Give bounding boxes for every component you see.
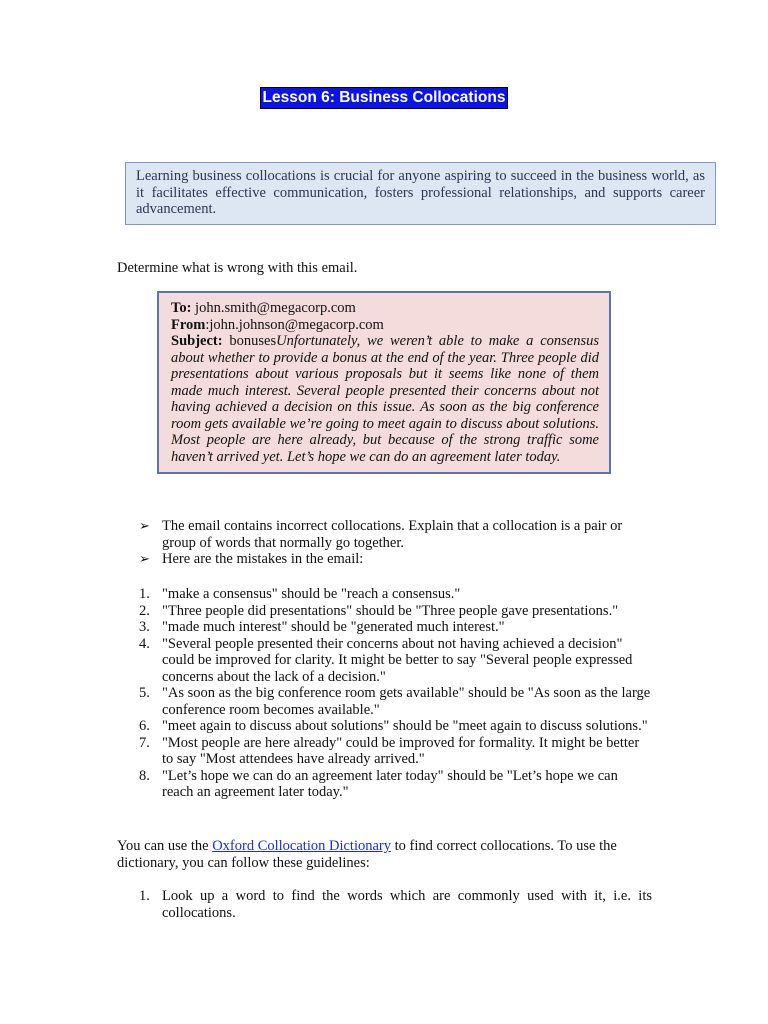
item-number: 5. [139, 685, 150, 701]
arrow-bullet-icon: ➢ [139, 551, 150, 566]
email-to-label: To: [171, 300, 192, 316]
list-item [117, 735, 652, 768]
page-title: Lesson 6: Business Collocations [260, 87, 509, 109]
email-subject-label: Subject: [171, 333, 223, 349]
intro-text: Learning business collocations is crucial for anyone aspiring to succeed in the business world, as it facilitates effective communication, fosters professional relationships, and supports career advancement. [136, 168, 705, 217]
oxford-dictionary-link[interactable]: Oxford Collocation Dictionary [212, 838, 391, 854]
dictionary-text-after: to find correct collocations. To use the dictionary, you can follow these guidelines: [117, 838, 617, 871]
mistakes-list [117, 586, 652, 801]
list-item [117, 685, 652, 718]
list-item [117, 888, 652, 921]
list-item [117, 768, 652, 801]
list-item [117, 619, 652, 636]
item-text: "As soon as the big conference room gets available" should be "As soon as the large conference room becomes available." [162, 685, 651, 718]
arrow-bullet-icon: ➢ [139, 518, 150, 533]
bullet-text: Here are the mistakes in the email: [162, 551, 364, 567]
title-wrapper [0, 87, 768, 109]
item-number: 1. [139, 586, 150, 602]
item-number: 7. [139, 734, 150, 751]
list-item [117, 586, 652, 603]
item-text: "Most people are here already" could be improved for formality. It might be better to say "Most attendees have already arrived." [162, 734, 640, 767]
item-number: 3. [139, 619, 150, 635]
email-subject-and-body [171, 333, 599, 465]
item-number: 1. [139, 888, 150, 904]
item-number: 8. [139, 767, 150, 784]
list-item [117, 718, 652, 735]
email-prompt: Determine what is wrong with this email. [117, 260, 358, 276]
email-from-value: :john.johnson@megacorp.com [205, 316, 384, 333]
dictionary-paragraph [117, 838, 637, 871]
item-number: 6. [139, 718, 150, 734]
email-subject-value: bonuses [222, 333, 277, 349]
item-text: "Three people did presentations" should be "Three people gave presentations." [162, 602, 619, 619]
item-number: 4. [139, 635, 150, 652]
bullet-text: The email contains incorrect collocations. Explain that a collocation is a pair or group of words that normally go together. [162, 518, 623, 551]
list-item [117, 551, 637, 568]
intro-box [125, 162, 716, 225]
guidelines-list [117, 888, 652, 921]
email-body-text: Unfortunately, we weren’t able to make a consensus about whether to provide a bonus at the end of the year. Three people did presentations about various proposals but it seems like none of them made much interest. Several people presented their concerns about not having achieved a decision on this issue. As soon as the big conference room gets available we’re going to meet again to discuss about solutions. Most people are here already, but because of the strong traffic some haven’t arrived yet. Let’s hope we can do an agreement later today. [171, 333, 599, 465]
list-item [117, 603, 652, 620]
email-to-line [171, 300, 599, 317]
list-item [117, 518, 637, 551]
email-from-label: From [171, 316, 206, 333]
dictionary-text-before: You can use the [117, 838, 213, 854]
item-text: Look up a word to find the words which are commonly used with it, i.e. its collocations. [162, 888, 652, 921]
item-text: "Several people presented their concerns about not having achieved a decision" could be improved for clarity. It might be better to say "Several people expressed concerns about the lack of a decision." [162, 635, 633, 685]
item-text: "make a consensus" should be "reach a consensus." [162, 586, 461, 602]
item-number: 2. [139, 602, 150, 619]
bullet-list [117, 518, 637, 568]
list-item [117, 636, 652, 686]
email-to-value: john.smith@megacorp.com [191, 300, 356, 316]
email-from-line [171, 317, 599, 334]
item-text: "meet again to discuss about solutions" should be "meet again to discuss solutions." [162, 718, 648, 734]
item-text: "made much interest" should be "generated much interest." [162, 619, 505, 635]
email-box [157, 291, 611, 474]
item-text: "Let’s hope we can do an agreement later today" should be "Let’s hope we can reach an agreement later today." [162, 767, 618, 800]
